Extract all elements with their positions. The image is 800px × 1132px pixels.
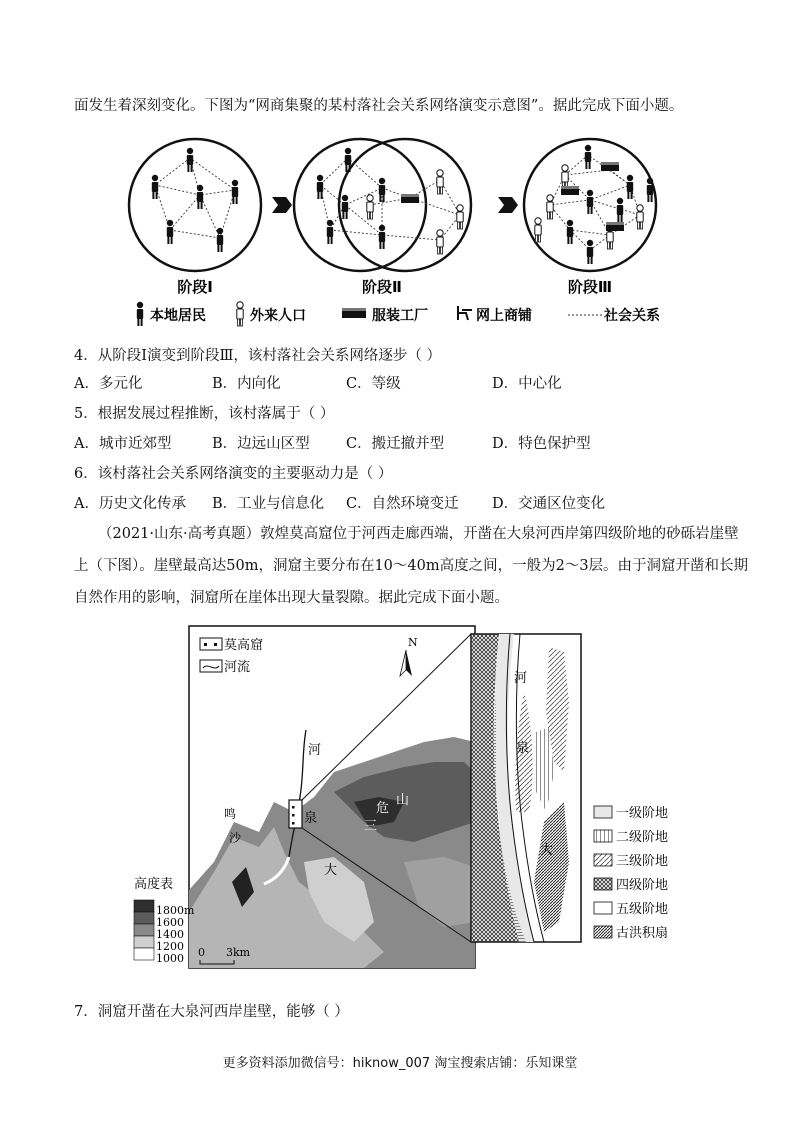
factory-icon	[342, 308, 366, 318]
elevation-value: 1600	[156, 916, 184, 929]
question-4-stem: 4．从阶段Ⅰ演变到阶段Ⅲ，该村落社会关系网络逐步（ ）	[74, 348, 442, 364]
legend-label: 河流	[224, 660, 251, 675]
stage-label: 阶段Ⅲ	[567, 278, 613, 296]
option[interactable]: B．内向化	[212, 376, 281, 392]
map-label: 危	[376, 801, 390, 816]
passage-line: 自然作用的影响，洞窟所在崖体出现大量裂隙。据此完成下面小题。	[74, 590, 509, 606]
inset-label: 大	[540, 843, 554, 858]
inset-label: 泉	[516, 741, 530, 756]
terrace-label: 四级阶地	[616, 878, 669, 893]
terrace-label: 一级阶地	[616, 806, 669, 821]
option[interactable]: D．中心化	[492, 376, 562, 392]
question-6-stem: 6．该村落社会关系网络演变的主要驱动力是（ ）	[74, 466, 393, 482]
mogao-map-figure	[124, 622, 684, 974]
terrace-label: 三级阶地	[616, 854, 669, 869]
elevation-value: 1000	[156, 952, 184, 965]
option[interactable]: B．工业与信息化	[212, 496, 325, 512]
option[interactable]: C．等级	[346, 376, 401, 392]
elevation-title: 高度表	[134, 877, 174, 892]
question-5-stem: 5．根据发展过程推断，该村落属于（ ）	[74, 406, 335, 422]
option[interactable]: A．城市近郊型	[74, 436, 172, 452]
stage-label: 阶段Ⅰ	[177, 278, 213, 296]
local-resident-icon	[137, 302, 143, 326]
network-evolution-figure	[120, 130, 680, 328]
intro-text: 面发生着深刻变化。下图为“网商集聚的某村落社会关系网络演变示意图”。据此完成下面小题。	[74, 98, 684, 114]
legend-label: 服装工厂	[372, 308, 428, 324]
scale-label: 3km	[226, 946, 251, 959]
option[interactable]: C．搬迁撤并型	[346, 436, 445, 452]
option[interactable]: D．交通区位变化	[492, 496, 606, 512]
terrace-label: 二级阶地	[616, 830, 669, 845]
inset-label: 河	[514, 671, 528, 686]
map-label: 三	[364, 819, 378, 834]
terrace-label: 五级阶地	[616, 902, 669, 917]
option[interactable]: D．特色保护型	[492, 436, 591, 452]
page-footer: 更多资料添加微信号：hiknow_007 淘宝搜索店铺：乐知课堂	[222, 1056, 578, 1071]
option[interactable]: C．自然环境变迁	[346, 496, 459, 512]
passage-line: 上（下图）。崖壁最高达50m，洞窟主要分布在10～40m高度之间，一般为2～3层。由于洞窟开凿和长期	[74, 558, 749, 574]
online-shop-icon	[458, 306, 472, 320]
map-label: 河	[308, 743, 322, 758]
option[interactable]: A．历史文化传承	[74, 496, 186, 512]
legend-label: 莫高窟	[224, 638, 264, 653]
map-label: 鸣	[224, 807, 237, 821]
elevation-value: 1400	[156, 928, 184, 941]
legend-label: 本地居民	[150, 308, 206, 324]
legend-label: 网上商铺	[476, 308, 532, 324]
map-label: 泉	[304, 811, 318, 826]
legend-label: 社会关系	[604, 308, 660, 324]
legend-label: 外来人口	[250, 308, 306, 324]
map-label: 大	[324, 863, 338, 878]
question-7-stem: 7．洞窟开凿在大泉河西岸崖壁，能够（ ）	[74, 1004, 349, 1020]
map-label: 山	[396, 793, 410, 808]
scale-label: 0	[198, 946, 205, 959]
option[interactable]: B．边远山区型	[212, 436, 310, 452]
option[interactable]: A．多元化	[74, 376, 143, 392]
migrant-icon	[237, 302, 243, 326]
terrace-label: 古洪积扇	[616, 926, 669, 941]
elevation-value: 1800m	[156, 904, 195, 917]
map-label: 沙	[229, 831, 242, 845]
north-label: N	[408, 636, 418, 649]
passage-line: （2021·山东·高考真题）敦煌莫高窟位于河西走廊西端，开凿在大泉河西岸第四级阶地的砂砾岩崖壁	[98, 526, 739, 542]
stage-label: 阶段Ⅱ	[362, 278, 402, 296]
elevation-value: 1200	[156, 940, 184, 953]
